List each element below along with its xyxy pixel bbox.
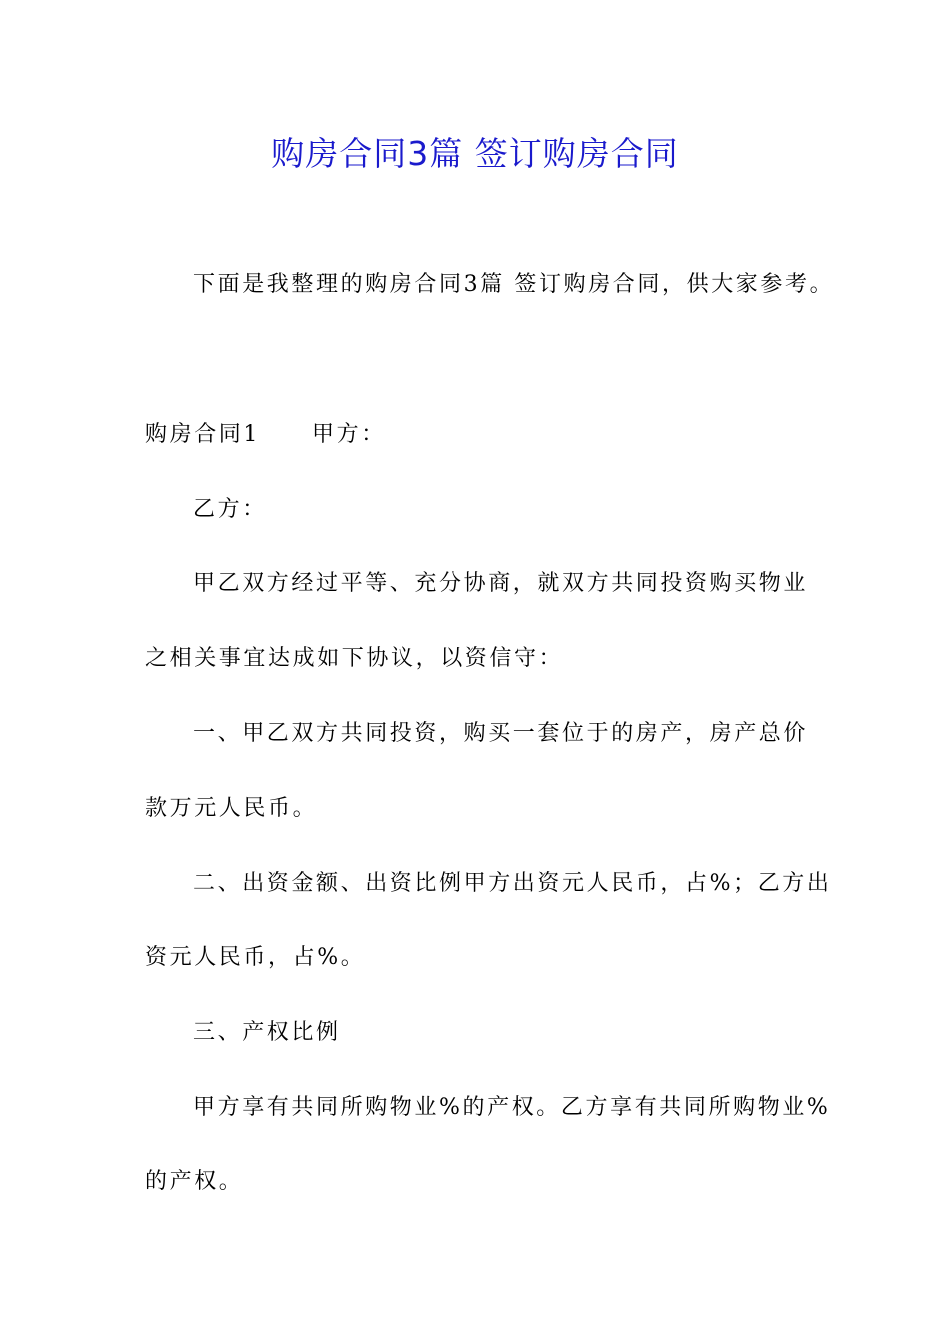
document-title: 购房合同3篇 签订购房合同 <box>271 134 679 173</box>
party-a-label: 甲方： <box>312 422 386 447</box>
paragraph-line: 之相关事宜达成如下协议，以资信守： <box>145 646 564 671</box>
clause-one-line: 款万元人民币。 <box>145 796 318 821</box>
paragraph-line: 甲乙双方经过平等、充分协商，就双方共同投资购买物业 <box>193 571 809 596</box>
clause-two-line: 二、出资金额、出资比例甲方出资元人民币，占%；乙方出 <box>193 871 832 896</box>
clause-three-line: 甲方享有共同所购物业%的产权。乙方享有共同所购物业% <box>193 1095 831 1120</box>
contract-heading-line <box>145 419 386 451</box>
party-b-label: 乙方： <box>193 497 267 522</box>
clause-three-line: 的产权。 <box>145 1169 244 1194</box>
intro-paragraph: 下面是我整理的购房合同3篇 签订购房合同，供大家参考。 <box>193 272 835 297</box>
clause-three-heading: 三、产权比例 <box>193 1020 341 1045</box>
clause-two-line: 资元人民币，占%。 <box>145 945 366 970</box>
contract-heading: 购房合同1 <box>145 422 260 447</box>
clause-one-line: 一、甲乙双方共同投资，购买一套位于的房产，房产总价 <box>193 721 809 746</box>
